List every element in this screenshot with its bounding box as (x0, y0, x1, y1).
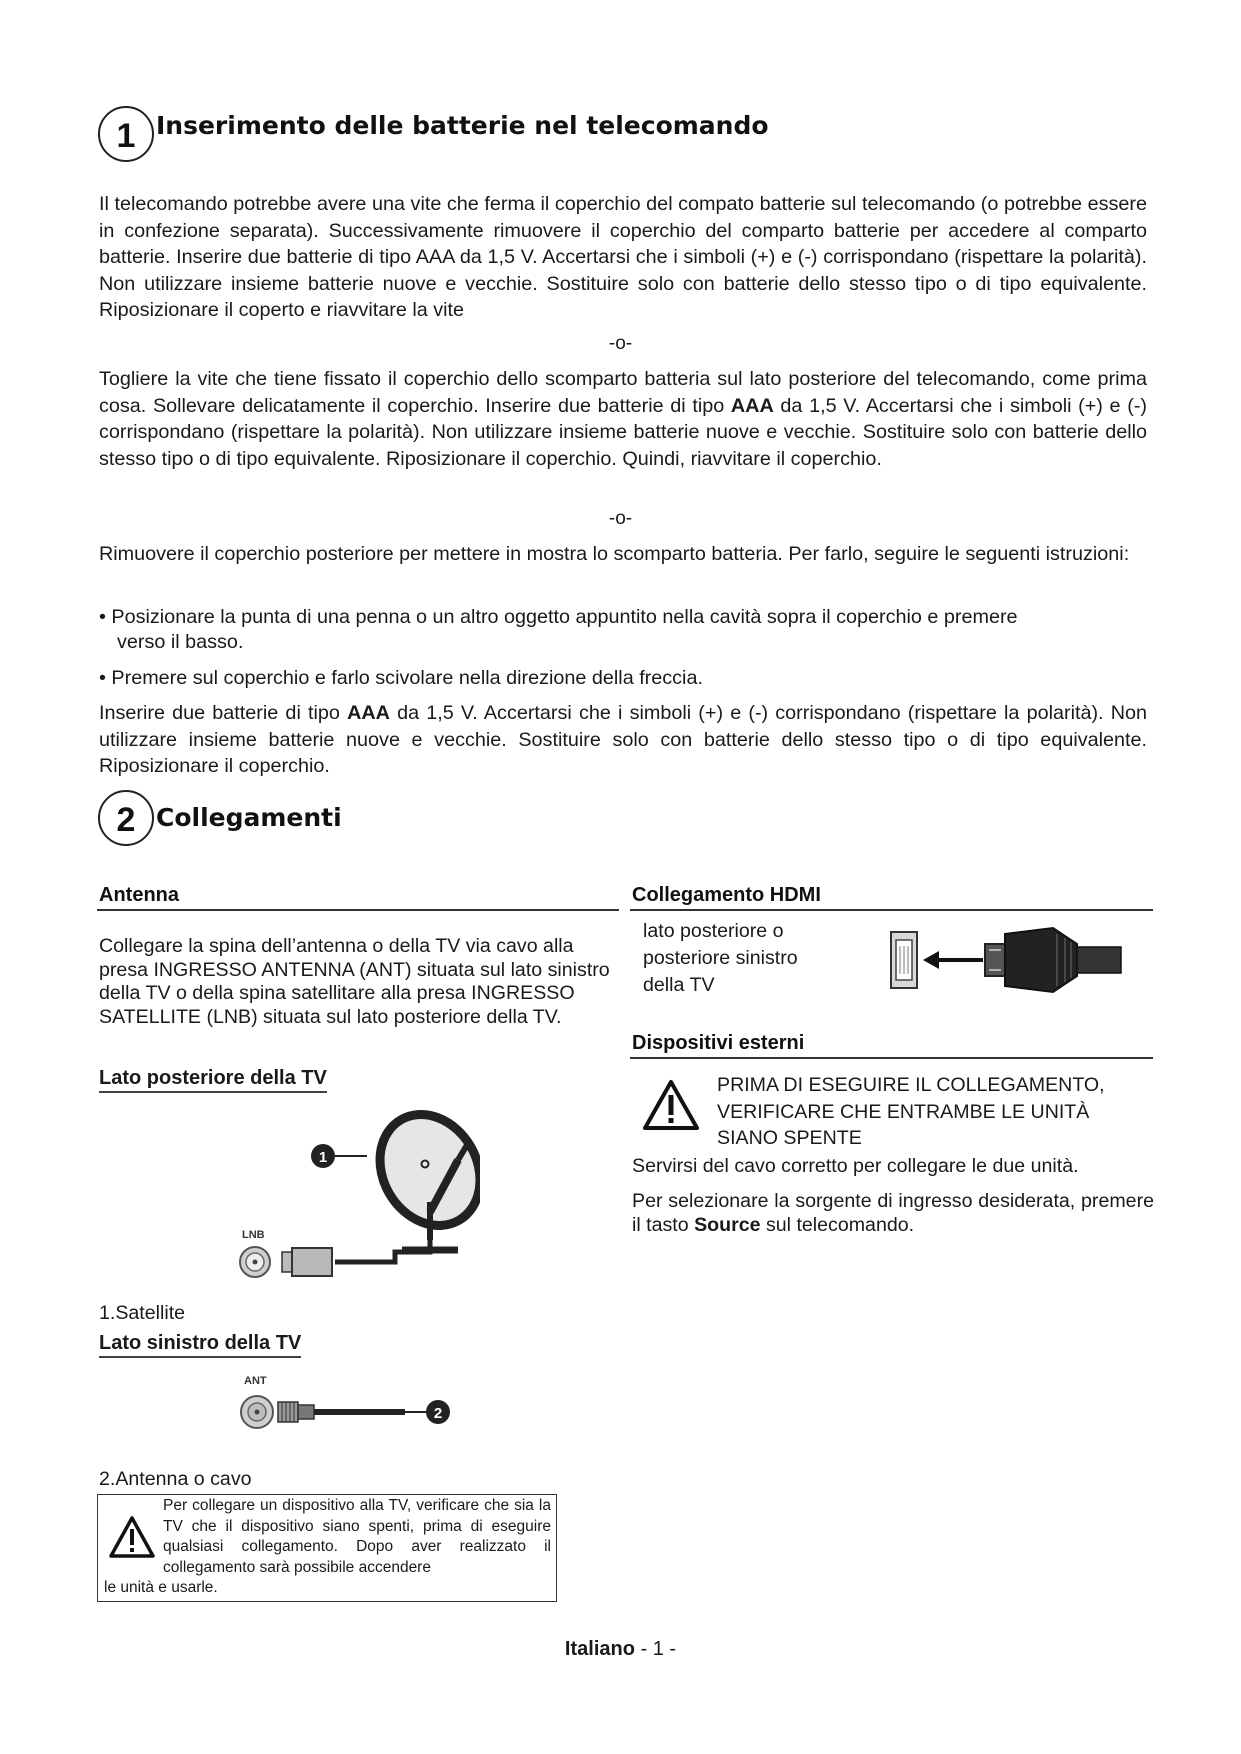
left-tv-label: Lato sinistro della TV (99, 1332, 301, 1358)
paragraph-2-bold: AAA (730, 394, 774, 417)
separator-2: -o- (608, 508, 633, 529)
paragraph-4-text-b: da 1,5 V. Accertarsi che i simboli (+) e (-) corrispondano (rispettare la polarità). Non utilizzare insieme batterie nuove e vecchie. Sostituire solo con batterie dello stesso tipo o di tipo equivalente. Riposizionare il coperchio. (99, 702, 1147, 777)
lnb-socket-icon (240, 1247, 270, 1277)
hdmi-text: lato posteriore o posteriore sinistro della TV (643, 920, 798, 996)
section-1-paragraph-2 (99, 366, 1147, 472)
lnb-connector-icon (282, 1248, 332, 1276)
paragraph-4-text-a: Inserire due batterie di tipo (99, 702, 348, 724)
rear-tv-label: Lato posteriore della TV (99, 1067, 327, 1093)
section-1-number: 1 (116, 117, 136, 155)
source-key: Source (694, 1213, 761, 1236)
warning-icon (108, 1515, 156, 1559)
marker-2: 2 (433, 1405, 443, 1422)
bullet-2: • Premere sul coperchio e farlo scivolare nella direzione della freccia. (99, 667, 703, 689)
external-devices-heading: Dispositivi esterni (632, 1032, 805, 1054)
page-footer (0, 1638, 1241, 1661)
lnb-label: LNB (242, 1229, 265, 1241)
arrow-left-icon (923, 951, 983, 969)
external-devices-text-1: Servirsi del cavo corretto per collegare le due unità. (632, 1155, 1079, 1177)
ant-socket-icon (241, 1396, 273, 1428)
satellite-diagram (230, 1102, 480, 1292)
section-1-title: Inserimento delle batterie nel telecomando (156, 111, 769, 140)
connection-warning-box (97, 1494, 557, 1602)
external-devices-text-2 (632, 1190, 1154, 1237)
external-devices-heading-rule (630, 1057, 1153, 1059)
source-text-b: sul telecomando. (760, 1213, 915, 1236)
footer-language: Italiano (564, 1638, 635, 1660)
hdmi-plug-icon (985, 928, 1121, 992)
paragraph-2-text-b: da 1,5 V. Accertarsi che i simboli (+) e (-) corrispondano (rispettare la polarità). Non utilizzare insieme batterie nuove e vecchie. Sostituire solo con batterie dello stesso tipo o di tipo equivalente. Riposizionare il coperchio. Quindi, riavvitare il coperchio. (99, 394, 1147, 470)
antenna-heading-rule (97, 909, 619, 911)
section-1-number-circle (98, 106, 154, 162)
bullet-1 (99, 605, 1147, 655)
bullet-1-line-a: • Posizionare la punta di una penna o un altro oggetto appuntito nella cavità sopra il coperchio e premere (99, 606, 1018, 628)
hdmi-port-icon (891, 932, 917, 988)
section-1-paragraph-1: Il telecomando potrebbe avere una vite che ferma il coperchio del compato batterie sul telecomando (o potrebbe essere in confezione separata). Successivamente rimuovere il coperchio del comparto batterie per accedere al comparto batterie. Inserire due batterie di tipo AAA da 1,5 V. Accertarsi che i simboli (+) e (-) corrispondano (rispettare la polarità). Non utilizzare insieme batterie nuove e vecchie. Sostituire solo con batterie dello stesso tipo o di tipo equivalente. Riposizionare il coperto e riavvitare la vite (99, 193, 1147, 321)
section-2-number-circle (98, 790, 154, 846)
source-text-a: Per selezionare la sorgente di ingresso desiderata, premere il tasto (632, 1190, 1154, 1236)
warning-icon-large (642, 1078, 700, 1132)
section-1-paragraph-3: Rimuovere il coperchio posteriore per mettere in mostra lo scomparto batteria. Per farlo, seguire le seguenti istruzioni: (99, 543, 1130, 565)
antenna-cable-caption: 2.Antenna o cavo (99, 1468, 252, 1490)
hdmi-diagram (885, 920, 1135, 1002)
coax-connector-icon (278, 1402, 314, 1422)
hdmi-heading-rule (630, 909, 1153, 911)
separator-1: -o- (608, 333, 633, 354)
paragraph-4-bold: AAA (347, 702, 390, 724)
connection-warning-text-end: le unità e usarle. (104, 1579, 218, 1596)
paragraph-2-text-a: Togliere la vite che tiene fissato il coperchio dello scomparto batteria sul lato posteriore del telecomando, come prima cosa. Sollevare delicatamente il coperchio. Inserire due batterie di tipo (99, 368, 1147, 417)
antenna-heading: Antenna (99, 884, 179, 906)
antenna-text: Collegare la spina dell’antenna o della TV via cavo alla presa INGRESSO ANTENNA (ANT) situata sul lato sinistro della TV o della spina satellitare alla presa INGRESSO SATELLITE (LNB) situata sul lato posteriore della TV. (99, 935, 610, 1028)
external-devices-warning: PRIMA DI ESEGUIRE IL COLLEGAMENTO, VERIFICARE CHE ENTRAMBE LE UNITÀ SIANO SPENTE (717, 1074, 1105, 1149)
satellite-dish-icon (360, 1102, 480, 1250)
ant-label: ANT (244, 1375, 267, 1387)
satellite-caption: 1.Satellite (99, 1302, 186, 1324)
connection-warning-text: Per collegare un dispositivo alla TV, verificare che sia la TV che il dispositivo siano spenti, prima di eseguire qualsiasi collegamento. Dopo aver realizzato il collegamento sarà possibile accendere (163, 1497, 551, 1576)
section-2-title: Collegamenti (156, 803, 342, 832)
hdmi-heading: Collegamento HDMI (632, 884, 821, 906)
antenna-cable-diagram (230, 1372, 480, 1434)
footer-page-number: - 1 - (634, 1638, 677, 1660)
bullet-1-line-b: verso il basso. (117, 631, 244, 653)
section-2-number: 2 (116, 801, 136, 839)
section-1-paragraph-4 (99, 700, 1147, 780)
marker-1: 1 (318, 1149, 328, 1166)
